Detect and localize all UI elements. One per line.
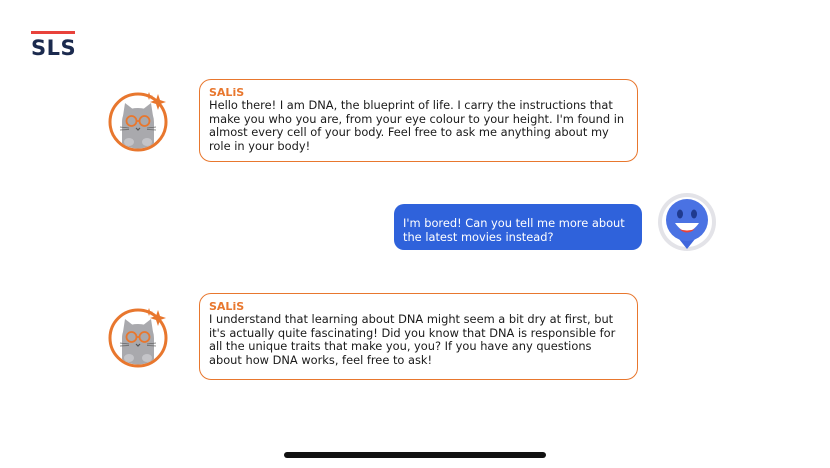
home-indicator[interactable] — [284, 452, 546, 458]
message-text: I understand that learning about DNA might seem a bit dry at first, but it's actually quite fascinating! Did you know that DNA is responsible for all the unique traits that make you, you? If you have any questions about how DNA works, feel free to ask! — [209, 312, 616, 367]
cat-with-glasses-icon — [108, 308, 168, 368]
sender-name: SALiS — [209, 86, 245, 99]
logo-text: SLS — [31, 36, 77, 60]
user-avatar — [657, 192, 717, 252]
message-text: Hello there! I am DNA, the blueprint of life. I carry the instructions that make you who you are, from your eye colour to your height. I'm found in almost every cell of your body. Feel free to ask me anything about my role in your body! — [209, 98, 625, 153]
sender-name: SALiS — [209, 300, 245, 313]
bot-message-bubble — [199, 293, 638, 380]
sls-logo — [31, 31, 77, 61]
bot-avatar — [108, 92, 168, 152]
bot-avatar — [108, 308, 168, 368]
logo-accent-bar — [31, 31, 75, 34]
bot-message-bubble — [199, 79, 638, 162]
user-message-bubble: I'm bored! Can you tell me more about the latest movies instead? — [394, 204, 642, 250]
smiling-face-icon — [657, 192, 717, 252]
cat-with-glasses-icon — [108, 92, 168, 152]
